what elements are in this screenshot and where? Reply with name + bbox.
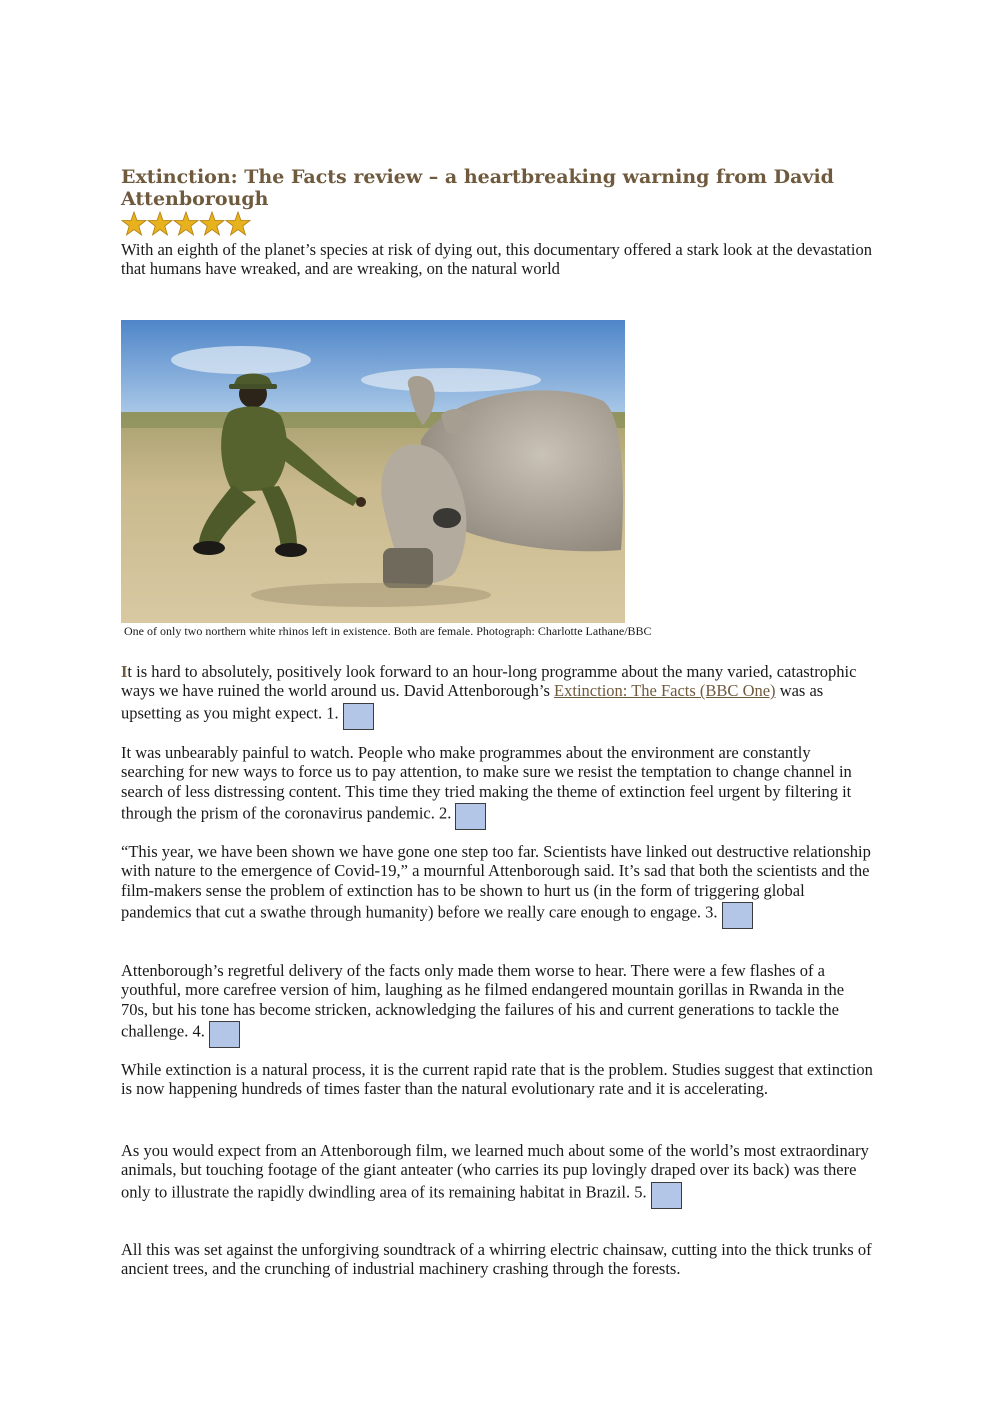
paragraph-1-text-a: t is hard to absolutely, positively look forward to an hour-long programme about the many varied, catastrophic ways we have ruined the world around us. David Attenborough’s <box>121 662 857 701</box>
star-icon <box>147 211 173 237</box>
star-icon <box>173 211 199 237</box>
paragraph-1-text-b: was as upsetting as you might expect. 1. <box>121 681 824 722</box>
paragraph-5: While extinction is a natural process, it is the current rapid rate that is the problem. Studies suggest that extinction is now happening hundreds of times faster than the natural evolutionary rate and it is accelerating. <box>121 1060 873 1099</box>
paragraph-2-text: It was unbearably painful to watch. People who make programmes about the environment are constantly searching for new ways to force us to pay attention, to make sure we resist the temptation to change channel in search of less distressing content. This time they tried making the theme of extinction feel urgent by filtering it through the prism of the coronavirus pandemic. 2. <box>121 743 852 823</box>
answer-box-5[interactable] <box>651 1182 682 1209</box>
star-icon <box>199 211 225 237</box>
article-standfirst: With an eighth of the planet’s species at risk of dying out, this documentary offered a stark look at the devastation that humans have wreaked, and are wreaking, on the natural world <box>121 240 872 278</box>
paragraph-3 <box>121 842 873 927</box>
paragraph-7: All this was set against the unforgiving soundtrack of a whirring electric chainsaw, cutting into the thick trunks of ancient trees, and the crunching of industrial machinery crashing through the forests. <box>121 1240 872 1279</box>
rhino-photo-illustration <box>121 320 625 623</box>
paragraph-1 <box>121 662 873 728</box>
drop-cap: I <box>121 662 128 681</box>
answer-box-2[interactable] <box>455 803 486 830</box>
paragraph-4 <box>121 961 873 1046</box>
answer-box-3[interactable] <box>722 902 753 929</box>
photo-caption: One of only two northern white rhinos left in existence. Both are female. Photograph: Charlotte Lathane/BBC <box>124 624 652 638</box>
star-rating <box>121 211 251 237</box>
paragraph-6 <box>121 1141 873 1207</box>
paragraph-3-text: “This year, we have been shown we have gone one step too far. Scientists have linked out destructive relationship with nature to the emergence of Covid-19,” a mournful Attenborough said. It’s sad that both the scientists and the film-makers sense the problem of extinction has to be shown to hurt us (in the form of triggering global pandemics that cut a swathe through humanity) before we really care enough to engage. 3. <box>121 842 871 922</box>
answer-box-1[interactable] <box>343 703 374 730</box>
star-icon <box>121 211 147 237</box>
paragraph-6-text: As you would expect from an Attenborough film, we learned much about some of the world’s most extraordinary animals, but touching footage of the giant anteater (who carries its pup lovingly draped over its back) was there only to illustrate the rapidly dwindling area of its remaining habitat in Brazil. 5. <box>121 1141 869 1201</box>
star-icon <box>225 211 251 237</box>
answer-box-4[interactable] <box>209 1021 240 1048</box>
paragraph-2 <box>121 743 873 828</box>
programme-link[interactable]: Extinction: The Facts (BBC One) <box>554 681 776 701</box>
article-title: Extinction: The Facts review – a heartbreaking warning from David Attenborough <box>121 166 834 210</box>
article-photo <box>121 320 625 623</box>
paragraph-4-text: Attenborough’s regretful delivery of the facts only made them worse to hear. There were a few flashes of a youthful, more carefree version of him, laughing as he filmed endangered mountain gorillas in Rwanda in the 70s, but his tone has become stricken, acknowledging the failures of his and current generations to tackle the challenge. 4. <box>121 961 845 1041</box>
